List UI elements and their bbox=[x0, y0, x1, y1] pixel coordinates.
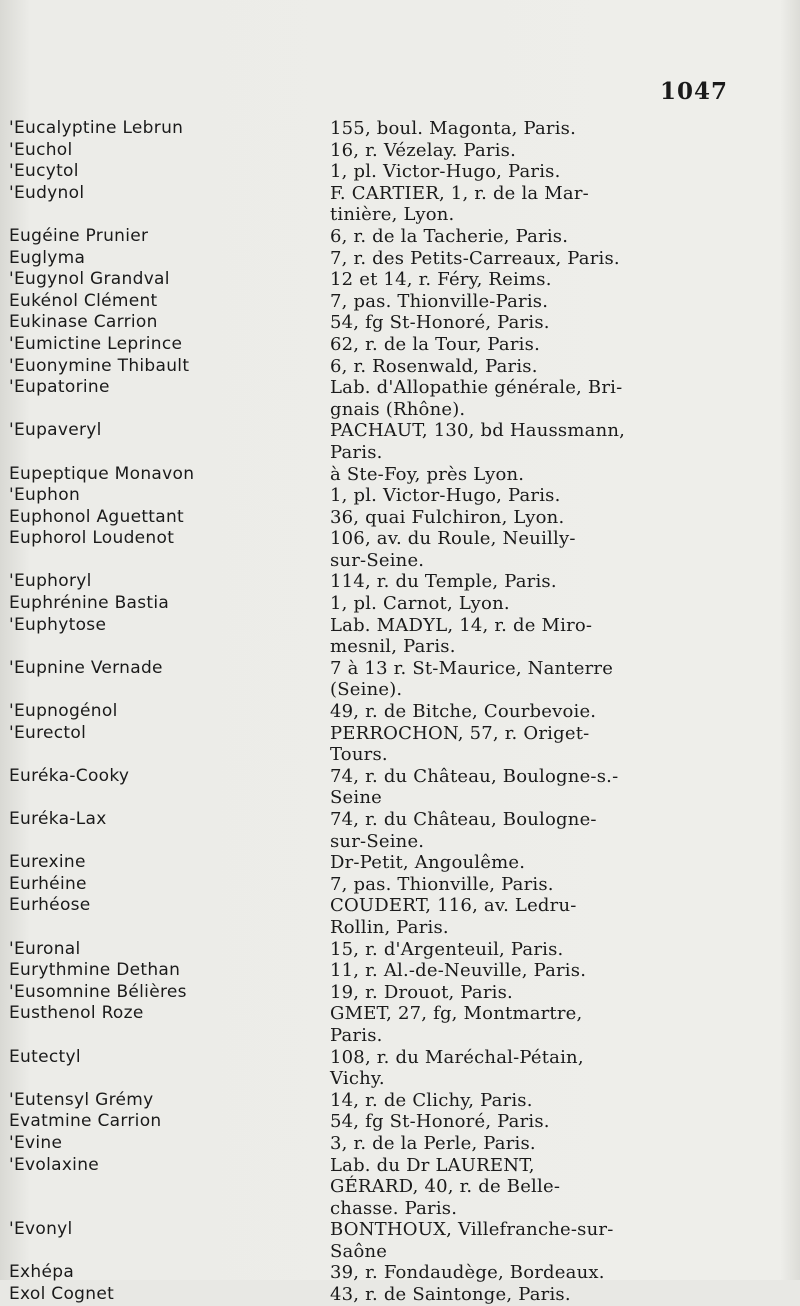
product-name: 'Eusomnine Bélières bbox=[9, 981, 187, 1002]
product-name: 'Eumictine Leprince bbox=[9, 333, 183, 354]
product-address: 6, r. Rosenwald, Paris. bbox=[330, 355, 538, 377]
product-name: 'Euphoryl bbox=[9, 571, 92, 592]
product-address: 1, pl. Carnot, Lyon. bbox=[330, 593, 510, 615]
product-address: 114, r. du Temple, Paris. bbox=[330, 571, 557, 593]
product-address: Dr-Petit, Angoulême. bbox=[330, 852, 526, 874]
product-name: 'Eucalyptine Lebrun bbox=[9, 118, 184, 138]
list-item bbox=[0, 1284, 800, 1306]
product-name: Eurythmine Dethan bbox=[9, 960, 181, 981]
product-name: 'Eupatorine bbox=[9, 377, 110, 398]
product-address: 108, r. du Maréchal-Pétain, Vichy. bbox=[330, 1046, 584, 1090]
list-item bbox=[0, 291, 800, 313]
product-address: 54, fg St-Honoré, Paris. bbox=[330, 1111, 550, 1133]
list-item bbox=[0, 1047, 800, 1090]
list-item bbox=[0, 960, 800, 982]
list-item bbox=[0, 528, 800, 571]
list-item bbox=[0, 701, 800, 723]
product-address: 16, r. Vézelay. Paris. bbox=[330, 139, 517, 161]
product-name: Euphonol Aguettant bbox=[9, 506, 185, 527]
product-name: 'Evine bbox=[9, 1132, 63, 1153]
product-address: 74, r. du Château, Boulogne-s.- Seine bbox=[330, 765, 619, 809]
list-item bbox=[0, 464, 800, 486]
product-name: Eutectyl bbox=[9, 1046, 81, 1067]
product-address: 39, r. Fondaudège, Bordeaux. bbox=[330, 1262, 605, 1284]
list-item bbox=[0, 1155, 800, 1220]
list-item bbox=[0, 183, 800, 226]
product-name: Eusthenol Roze bbox=[9, 1003, 144, 1024]
product-name: Eukinase Carrion bbox=[9, 312, 158, 333]
list-item bbox=[0, 1133, 800, 1155]
list-item bbox=[0, 874, 800, 896]
product-name: Eupeptique Monavon bbox=[9, 463, 195, 484]
product-name: Eurhéine bbox=[9, 873, 87, 894]
list-item bbox=[0, 1219, 800, 1262]
product-name: 'Eudynol bbox=[9, 182, 85, 203]
product-name: 'Eugynol Grandval bbox=[9, 269, 170, 290]
product-name: 'Euonymine Thibault bbox=[9, 355, 190, 376]
product-address: 1, pl. Victor-Hugo, Paris. bbox=[330, 485, 561, 507]
list-item bbox=[0, 1111, 800, 1133]
product-address: 62, r. de la Tour, Paris. bbox=[330, 333, 540, 355]
product-address: à Ste-Foy, près Lyon. bbox=[330, 463, 525, 485]
product-address: Lab. MADYL, 14, r. de Miro- mesnil, Paris. bbox=[330, 614, 593, 658]
list-item bbox=[0, 377, 800, 420]
product-name: Eurhéose bbox=[9, 895, 91, 916]
product-address: Lab. d'Allopathie générale, Bri- gnais (Rhône). bbox=[330, 377, 623, 420]
list-item bbox=[0, 809, 800, 852]
list-item bbox=[0, 852, 800, 874]
product-address: 19, r. Drouot, Paris. bbox=[330, 981, 513, 1003]
product-name: Euphorol Loudenot bbox=[9, 528, 175, 549]
product-address: 3, r. de la Perle, Paris. bbox=[330, 1132, 536, 1154]
product-address: 54, fg St-Honoré, Paris. bbox=[330, 312, 550, 334]
list-item bbox=[0, 312, 800, 334]
list-item bbox=[0, 269, 800, 291]
product-name: 'Eutensyl Grémy bbox=[9, 1089, 154, 1110]
product-address: COUDERT, 116, av. Ledru- Rollin, Paris. bbox=[330, 895, 577, 938]
list-item bbox=[0, 593, 800, 615]
product-address: 106, av. du Roule, Neuilly- sur-Seine. bbox=[330, 528, 576, 571]
list-item bbox=[0, 766, 800, 809]
product-address: 7, pas. Thionville, Paris. bbox=[330, 873, 554, 895]
product-name: Euréka-Lax bbox=[9, 809, 107, 829]
product-name: Exhépa bbox=[9, 1262, 75, 1283]
product-name: Evatmine Carrion bbox=[9, 1111, 162, 1132]
product-address: 7 à 13 r. St-Maurice, Nanterre (Seine). bbox=[330, 657, 614, 701]
product-name: Euphrénine Bastia bbox=[9, 593, 170, 614]
list-item bbox=[0, 161, 800, 183]
list-item bbox=[0, 1090, 800, 1112]
list-item bbox=[0, 658, 800, 701]
product-address: BONTHOUX, Villefranche-sur- Saône bbox=[330, 1219, 614, 1262]
product-address: 15, r. d'Argenteuil, Paris. bbox=[330, 938, 564, 960]
product-address: 155, boul. Magonta, Paris. bbox=[330, 118, 577, 139]
list-item bbox=[0, 356, 800, 378]
list-item bbox=[0, 615, 800, 658]
product-address: 74, r. du Château, Boulogne- sur-Seine. bbox=[330, 809, 597, 852]
product-name: Eurexine bbox=[9, 852, 86, 873]
product-name: Euréka-Cooky bbox=[9, 765, 130, 786]
product-address: 11, r. Al.-de-Neuville, Paris. bbox=[330, 960, 587, 982]
product-name: 'Eucytol bbox=[9, 161, 79, 182]
product-name: 'Evonyl bbox=[9, 1219, 73, 1240]
list-item bbox=[0, 507, 800, 529]
product-name: 'Eurectol bbox=[9, 722, 87, 743]
product-address: 49, r. de Bitche, Courbevoie. bbox=[330, 701, 597, 723]
product-name: Eukénol Clément bbox=[9, 290, 158, 311]
page-number: 1047 bbox=[660, 78, 729, 105]
product-address: 7, pas. Thionville-Paris. bbox=[330, 290, 549, 312]
list-item bbox=[0, 982, 800, 1004]
entry-list bbox=[0, 118, 800, 1306]
list-item bbox=[0, 420, 800, 463]
product-name: Eugéine Prunier bbox=[9, 225, 149, 246]
list-item bbox=[0, 485, 800, 507]
product-address: PACHAUT, 130, bd Haussmann, Paris. bbox=[330, 420, 626, 463]
product-name: Exol Cognet bbox=[9, 1284, 115, 1305]
list-item bbox=[0, 939, 800, 961]
list-item bbox=[0, 1003, 800, 1046]
list-item bbox=[0, 140, 800, 162]
product-address: F. CARTIER, 1, r. de la Mar- tinière, Lyon. bbox=[330, 182, 589, 226]
product-name: 'Euchol bbox=[9, 139, 73, 160]
product-address: 6, r. de la Tacherie, Paris. bbox=[330, 225, 569, 247]
product-address: 43, r. de Saintonge, Paris. bbox=[330, 1284, 571, 1306]
product-address: 14, r. de Clichy, Paris. bbox=[330, 1089, 533, 1111]
list-item bbox=[0, 1262, 800, 1284]
product-name: 'Euronal bbox=[9, 938, 81, 959]
product-address: 36, quai Fulchiron, Lyon. bbox=[330, 506, 565, 528]
product-address: GMET, 27, fg, Montmartre, Paris. bbox=[330, 1003, 583, 1046]
product-address: Lab. du Dr LAURENT, GÉRARD, 40, r. de Belle- chasse. Paris. bbox=[330, 1154, 561, 1219]
product-address: 7, r. des Petits-Carreaux, Paris. bbox=[330, 247, 620, 269]
product-name: 'Eupaveryl bbox=[9, 420, 102, 441]
product-name: 'Eupnine Vernade bbox=[9, 657, 163, 678]
list-item bbox=[0, 248, 800, 270]
list-item bbox=[0, 895, 800, 938]
product-name: 'Euphytose bbox=[9, 614, 107, 635]
product-name: Euglyma bbox=[9, 247, 86, 268]
product-name: 'Evolaxine bbox=[9, 1154, 100, 1175]
list-item bbox=[0, 334, 800, 356]
list-item bbox=[0, 571, 800, 593]
product-address: 12 et 14, r. Féry, Reims. bbox=[330, 269, 552, 291]
list-item bbox=[0, 723, 800, 766]
list-item bbox=[0, 226, 800, 248]
product-name: 'Euphon bbox=[9, 485, 81, 506]
product-name: 'Eupnogénol bbox=[9, 701, 118, 722]
product-address: PERROCHON, 57, r. Origet- Tours. bbox=[330, 722, 590, 766]
product-address: 1, pl. Victor-Hugo, Paris. bbox=[330, 161, 561, 183]
list-item bbox=[0, 118, 800, 140]
